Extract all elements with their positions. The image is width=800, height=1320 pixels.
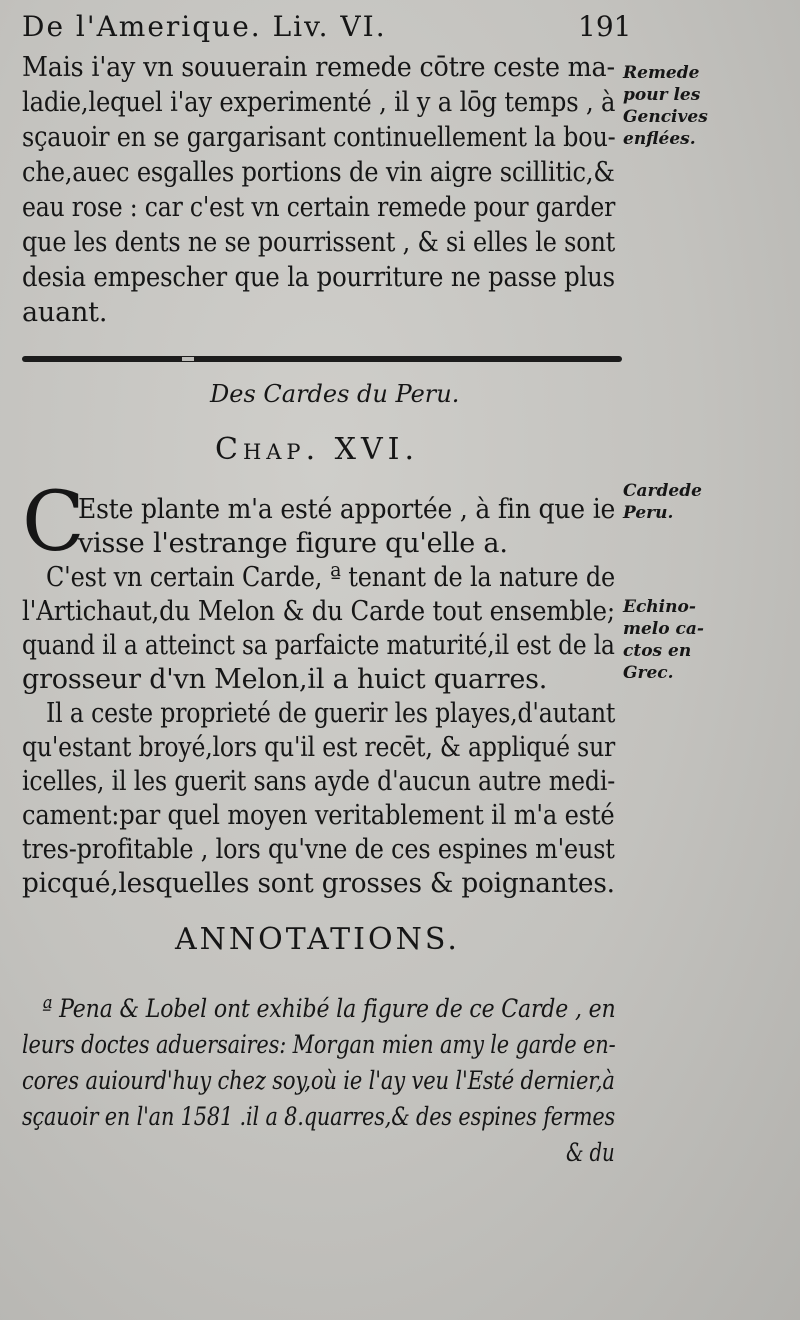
text-line: picqué,lesquelles sont grosses & poignantes. [22, 868, 615, 899]
text-line: Il a ceste proprieté de guerir les playes,d'autant [46, 698, 616, 729]
text-line: grosseur d'vn Melon,il a huict quarres. [22, 664, 548, 695]
text-line: Mais i'ay vn souuerain remede cōtre ceste ma- [22, 52, 615, 83]
text-line: qu'estant broyé,lors qu'il est recēt, & appliqué sur [22, 732, 616, 763]
text-line: eau rose : car c'est vn certain remede pour garder [22, 192, 616, 223]
annotations-heading: ANNOTATIONS. [175, 922, 460, 957]
text-line: quand il a atteinct sa parfaicte maturité,il est de la [22, 630, 615, 661]
chapter-heading: Chap. XVI. [215, 432, 420, 467]
text-line: visse l'estrange figure qu'elle a. [78, 528, 508, 559]
margin-note-line: Grec. [623, 663, 674, 683]
margin-note-line: melo ca- [623, 619, 704, 639]
margin-note-carde [623, 480, 702, 524]
catchword: & du [566, 1138, 615, 1167]
text-line: sçauoir en se gargarisant continuellement la bou- [22, 122, 616, 153]
running-title: De l'Amerique. Liv. VI. [22, 10, 387, 43]
annotation-line: ª Pena & Lobel ont exhibé la figure de ce Carde , en [42, 994, 616, 1023]
text-line: che,auec esgalles portions de vin aigre scillitic,& [22, 157, 615, 188]
text-line: ladie,lequel i'ay experimenté , il y a lōg temps , à [22, 87, 616, 118]
margin-note-line: ctos en [623, 641, 692, 661]
text-line: cament:par quel moyen veritablement il m'a esté [22, 800, 615, 831]
text-line: que les dents ne se pourrissent , & si elles le sont [22, 227, 616, 258]
text-line: desia empescher que la pourriture ne passe plus [22, 262, 615, 293]
text-line: Este plante m'a esté apportée , à fin que ie [78, 494, 616, 525]
margin-note-line: Peru. [623, 503, 674, 523]
margin-note-remede [623, 62, 708, 150]
margin-note-line: Echino- [623, 597, 696, 617]
annotation-line: leurs doctes aduersaires: Morgan mien amy le garde en- [22, 1030, 616, 1059]
text-line: auant. [22, 297, 108, 328]
text-line: tres-profitable , lors qu'vne de ces espines m'eust [22, 834, 615, 865]
annotation-line: sçauoir en l'an 1581 .il a 8.quarres,& des espines fermes [22, 1102, 616, 1131]
text-line: l'Artichaut,du Melon & du Carde tout ensemble; [22, 596, 615, 627]
annotation-line: cores auiourd'huy chez soy,où ie l'ay veu l'Esté dernier,à [22, 1066, 615, 1095]
margin-note-line: Gencives [623, 107, 708, 127]
margin-note-line: Cardede [623, 481, 702, 501]
text-line: C'est vn certain Carde, ª tenant de la nature de [46, 562, 616, 593]
margin-note-echinomelocactos [623, 596, 704, 684]
page-number: 191 [578, 10, 632, 43]
section-divider [22, 356, 622, 362]
drop-cap: C [22, 475, 85, 570]
margin-note-line: enflées. [623, 129, 696, 149]
margin-note-line: Remede [623, 63, 700, 83]
margin-note-line: pour les [623, 85, 701, 105]
text-line: icelles, il les guerit sans ayde d'aucun autre medi- [22, 766, 616, 797]
chapter-subtitle: Des Cardes du Peru. [210, 380, 460, 408]
